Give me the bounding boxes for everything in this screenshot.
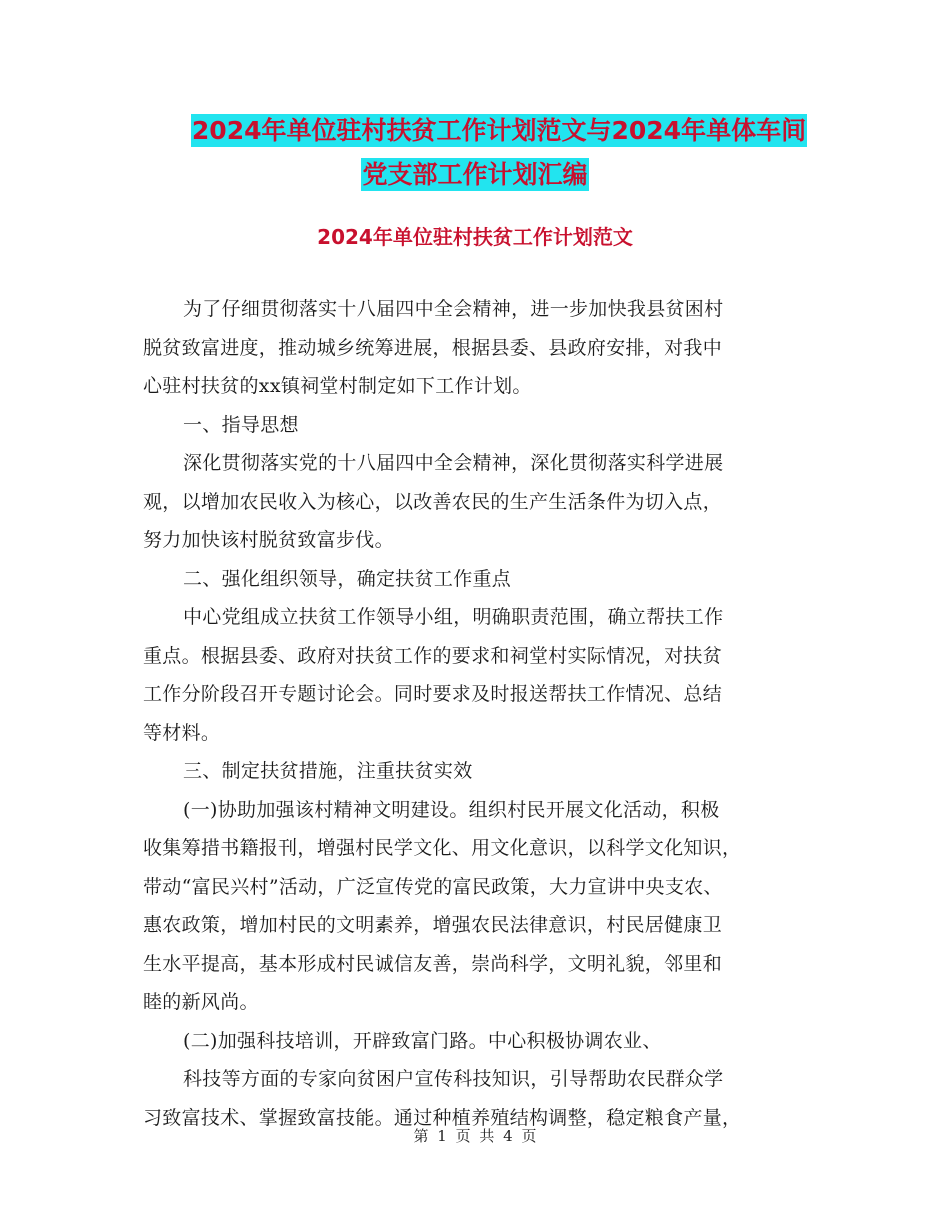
body-line: 收集筹措书籍报刊，增强村民学文化、用文化意识，以科学文化知识，: [143, 837, 742, 859]
body-line: 科技等方面的专家向贫困户宣传科技知识，引导帮助农民群众学: [183, 1068, 724, 1090]
body-line: 脱贫致富进度，推动城乡统筹进展，根据县委、县政府安排，对我中: [143, 336, 723, 359]
body-line: 惠农政策，增加村民的文明素养，增强农民法律意识，村民居健康卫: [143, 914, 723, 936]
body-line: 观，以增加农民收入为核心，以改善农民的生产生活条件为切入点，: [143, 490, 723, 513]
body-line: (二)加强科技培训，开辟致富门路。中心积极协调农业、: [183, 1029, 662, 1052]
body-line: 重点。根据县委、政府对扶贫工作的要求和祠堂村实际情况，对扶贫: [143, 644, 723, 667]
body-line: 中心党组成立扶贫工作领导小组，明确职责范围，确立帮扶工作: [183, 606, 724, 628]
body-line: (一)协助加强该村精神文明建设。组织村民开展文化活动，积极: [183, 798, 720, 821]
body-heading: 三、制定扶贫措施，注重扶贫实效: [183, 760, 473, 782]
body-line: 睦的新风尚。: [143, 991, 259, 1013]
body-line: 为了仔细贯彻落实十八届四中全会精神，进一步加快我县贫困村: [183, 298, 724, 320]
document-title-line-2: [0, 156, 950, 194]
body-line: 努力加快该村脱贫致富步伐。: [143, 529, 394, 551]
body-line: 深化贯彻落实党的十八届四中全会精神，深化贯彻落实科学进展: [183, 452, 724, 474]
document-title-text-1: 2024年单位驻村扶贫工作计划范文与2024年单体车间: [191, 116, 807, 145]
body-line: 带动“富民兴村”活动，广泛宣传党的富民政策，大力宣讲中央支农、: [143, 875, 723, 898]
document-title-line-1: [24, 112, 950, 150]
body-line: 等材料。: [143, 721, 221, 744]
body-heading: 一、指导思想: [183, 413, 299, 436]
body-heading: 二、强化组织领导，确定扶贫工作重点: [183, 567, 512, 590]
document-body: [143, 290, 809, 1137]
body-line: 工作分阶段召开专题讨论会。同时要求及时报送帮扶工作情况、总结: [143, 683, 723, 705]
body-line: 习致富技术、掌握致富技能。通过种植养殖结构调整，稳定粮食产量，: [143, 1106, 742, 1129]
body-line: 生水平提高，基本形成村民诚信友善，崇尚科学，文明礼貌，邻里和: [143, 952, 723, 975]
page-footer: 第 1 页 共 4 页: [413, 1127, 537, 1145]
document-title-text-2: 党支部工作计划汇编: [362, 160, 588, 189]
section-title: 2024年单位驻村扶贫工作计划范文: [317, 225, 633, 249]
body-line: 心驻村扶贫的xx镇祠堂村制定如下工作计划。: [143, 375, 532, 397]
